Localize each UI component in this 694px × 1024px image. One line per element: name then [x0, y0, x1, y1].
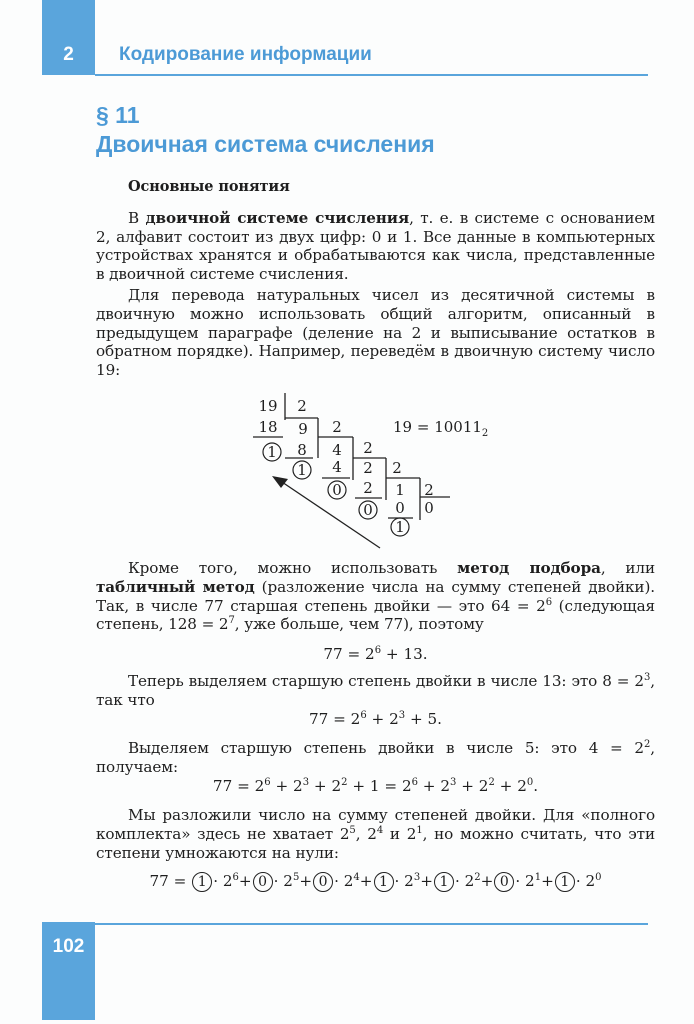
- division-cell: 2: [332, 418, 342, 436]
- remainder-digit: 1: [267, 443, 277, 461]
- paragraph: Теперь выделяем старшую степень двойки в числе 13: это $8 = 2^3$, так что: [96, 672, 655, 709]
- table-method-text: [96, 559, 655, 634]
- chapter-number: 2: [63, 44, 74, 65]
- division-cell: 0: [424, 499, 434, 517]
- division-cell: 18: [258, 418, 278, 436]
- circled-digit: 0: [253, 872, 273, 892]
- circled-digit: 1: [374, 872, 394, 892]
- footer-rule: [95, 923, 648, 925]
- paragraph: Выделяем старшую степень двойки в числе 5: это $4 = 2^2$, получаем:: [96, 739, 655, 776]
- division-cell: 2: [363, 479, 373, 497]
- remainder-digit: 0: [332, 481, 342, 499]
- paragraph: Кроме того, можно использовать метод подбора, или табличный метод (разложение числа на сумму степеней двойки). Так, в числе 77 старшая степень двойки — это $64 = 2^6$ (следующая степень, $128 = 2^7$, уже больше, чем 77), поэтому: [96, 559, 656, 634]
- page-number-tab: [42, 922, 95, 1020]
- circled-digit: 1: [192, 872, 212, 892]
- division-cell: 4: [332, 441, 342, 459]
- circled-digit: 0: [494, 872, 514, 892]
- formula-final: $77 = 1 \cdot 2^6+ 0 \cdot 2^5+ 0 \cdot 2^4+ 1 \cdot 2^3+ 1 \cdot 2^2+ 0 \cdot 2^1+ 1 \cdot 2^0$: [149, 872, 602, 890]
- division-cell: 2: [424, 481, 434, 499]
- division-cell: 2: [363, 439, 373, 457]
- circled-digit: 0: [313, 872, 333, 892]
- subheading: Основные понятия: [128, 178, 290, 195]
- page-number: 102: [52, 936, 85, 957]
- paragraph: Для перевода натуральных чисел из десятичной системы в двоичную можно использовать общий алгоритм, описанный в предыдущем параграфе (деление на 2 и выписывание остатков в обратном порядке). Например, переведём в двоичную систему число 19:: [96, 285, 655, 380]
- circled-digit: 1: [434, 872, 454, 892]
- section-number: § 11: [96, 102, 140, 128]
- division-cell: 1: [395, 481, 405, 499]
- division-cell: 2: [297, 397, 307, 415]
- formula-3: $77 = 2^6 + 2^3 + 2^2 + 1 = 2^6 + 2^3 + 2^2 + 2^0$.: [212, 777, 539, 795]
- division-result: $19 = 10011_2$: [393, 418, 489, 439]
- division-cell: 9: [298, 420, 308, 438]
- paragraph: Мы разложили число на сумму степеней двойки. Для «полного комплекта» здесь не хватает $2^5$, $2^4$ и $2^1$, но можно считать, что эти степени умножаются на нули:: [96, 806, 656, 862]
- formula-1: $77 = 2^6 + 13$.: [323, 645, 428, 663]
- section-title: Двоичная система счисления: [96, 131, 435, 157]
- formula-2: $77 = 2^6 + 2^3 + 5$.: [308, 710, 443, 728]
- division-cell: 8: [297, 441, 307, 459]
- division-cell: 0: [395, 499, 405, 517]
- division-cell: 2: [363, 459, 373, 477]
- paragraph: В двоичной системе счисления, т. е. в системе с основанием 2, алфавит состоит из двух цифр: 0 и 1. Все данные в компьютерных устройствах хранятся и обрабатываются как числа, представленные в двоичной системе счисления.: [96, 208, 655, 284]
- division-cell: 2: [392, 459, 402, 477]
- remainder-digit: 1: [297, 461, 307, 479]
- chapter-title: Кодирование информации: [119, 44, 372, 65]
- remainder-digit: 1: [395, 518, 405, 536]
- remainder-digit: 0: [363, 501, 373, 519]
- circled-digit: 1: [555, 872, 575, 892]
- division-cell: 4: [332, 458, 342, 476]
- division-cell: 19: [258, 397, 278, 415]
